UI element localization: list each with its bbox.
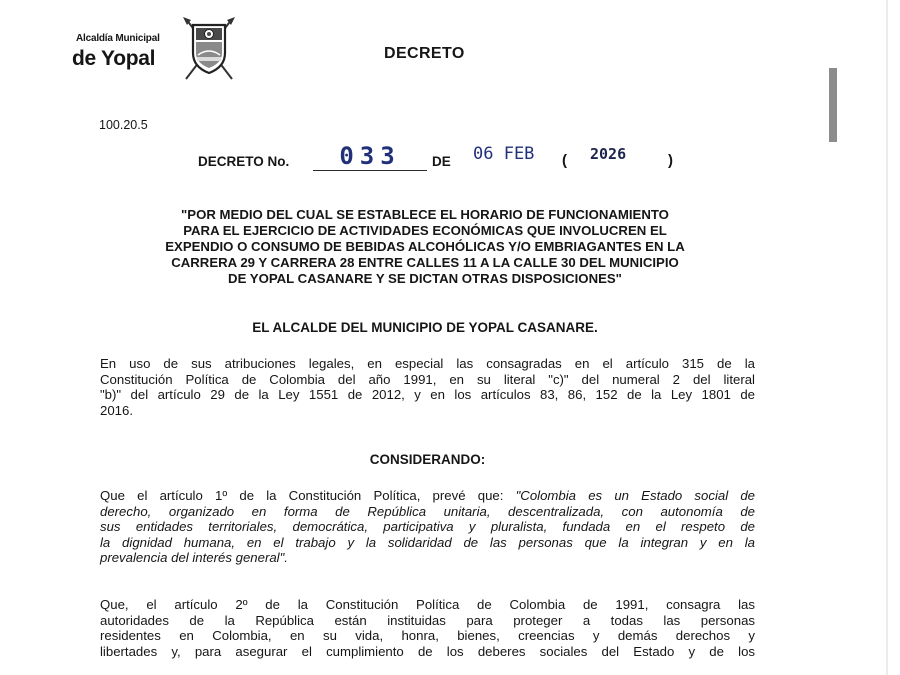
decree-number: 033 [313, 142, 427, 171]
paragraph-line: 2016. [100, 402, 134, 418]
title-line: CARRERA 29 Y CARRERA 28 ENTRE CALLES 11 A LA CALLE 30 DEL MUNICIPIO [171, 255, 679, 270]
title-line: PARA EL EJERCICIO DE ACTIVIDADES ECONÓMICAS QUE INVOLUCREN EL [183, 223, 667, 238]
paragraph-line: autoridades de la República están instituidas para proteger a todas las personas [100, 612, 755, 628]
reference-code: 100.20.5 [99, 118, 148, 132]
title-line: DE YOPAL CASANARE Y SE DICTAN OTRAS DISPOSICIONES" [228, 271, 622, 286]
quote-line: prevalencia del interés general". [100, 550, 288, 566]
article-1-intro: Que el artículo 1º de la Constitución Política, prevé que: [100, 488, 516, 503]
paragraph-line: En uso de sus atribuciones legales, en especial las consagradas en el artículo 315 de la [100, 356, 755, 371]
paragraph-line: Que, el artículo 2º de la Constitución Política de Colombia de 1991, consagra las [100, 597, 755, 612]
paragraph-line: libertades y, para asegurar el cumplimiento de los deberes sociales del Estado y de los [100, 643, 755, 659]
quote-line: sus entidades territoriales, democrática, participativa y pluralista, fundada en el respeto de [100, 519, 755, 535]
letterhead-line-bottom: de Yopal [72, 47, 156, 70]
quote-line: la dignidad humana, en el trabajo y la solidaridad de las personas que la integran y en la [100, 534, 755, 550]
letterhead-line-top: Alcaldía Municipal [76, 33, 160, 44]
title-line: "POR MEDIO DEL CUAL SE ESTABLECE EL HORARIO DE FUNCIONAMIENTO [181, 207, 669, 222]
paragraph-line [100, 488, 755, 504]
decree-year: 2026 [590, 145, 627, 163]
page-edge [886, 0, 888, 675]
scroll-indicator[interactable] [829, 68, 837, 142]
considerando-heading: CONSIDERANDO: [369, 452, 486, 467]
municipal-crest-icon [180, 17, 238, 83]
decree-de-label: DE [432, 154, 451, 169]
decree-date-stamp: 06 FEB [473, 144, 535, 164]
letterhead [72, 17, 242, 83]
decree-number-line [198, 140, 698, 176]
paragraph-line: residentes en Colombia, en su vida, honra, bienes, creencias y demás derechos y [100, 628, 755, 644]
article-2-paragraph [100, 597, 755, 659]
quote-line: derecho, organizado en forma de República unitaria, descentralizada, con autonomía de [100, 503, 755, 519]
title-line: EXPENDIO O CONSUMO DE BEBIDAS ALCOHÓLICAS Y/O EMBRIAGANTES EN LA [165, 239, 685, 254]
year-paren-close: ) [668, 152, 673, 169]
paragraph-line: "b)" del artículo 29 de la Ley 1551 de 2012, y en los artículos 83, 86, 152 de la Ley 1801 de [100, 387, 755, 403]
article-1-quote-start: "Colombia es un Estado social de [515, 488, 756, 503]
decree-title [100, 207, 750, 287]
article-1-paragraph [100, 488, 755, 566]
document-type-heading: DECRETO [384, 45, 465, 62]
mayor-heading: EL ALCALDE DEL MUNICIPIO DE YOPAL CASANARE. [252, 320, 598, 335]
attributions-paragraph [100, 356, 755, 418]
year-paren-open: ( [562, 152, 567, 169]
decree-label: DECRETO No. [198, 154, 290, 169]
paragraph-line: Constitución Política de Colombia del año 1991, en su literal "c)" del numeral 2 del literal [100, 371, 755, 387]
